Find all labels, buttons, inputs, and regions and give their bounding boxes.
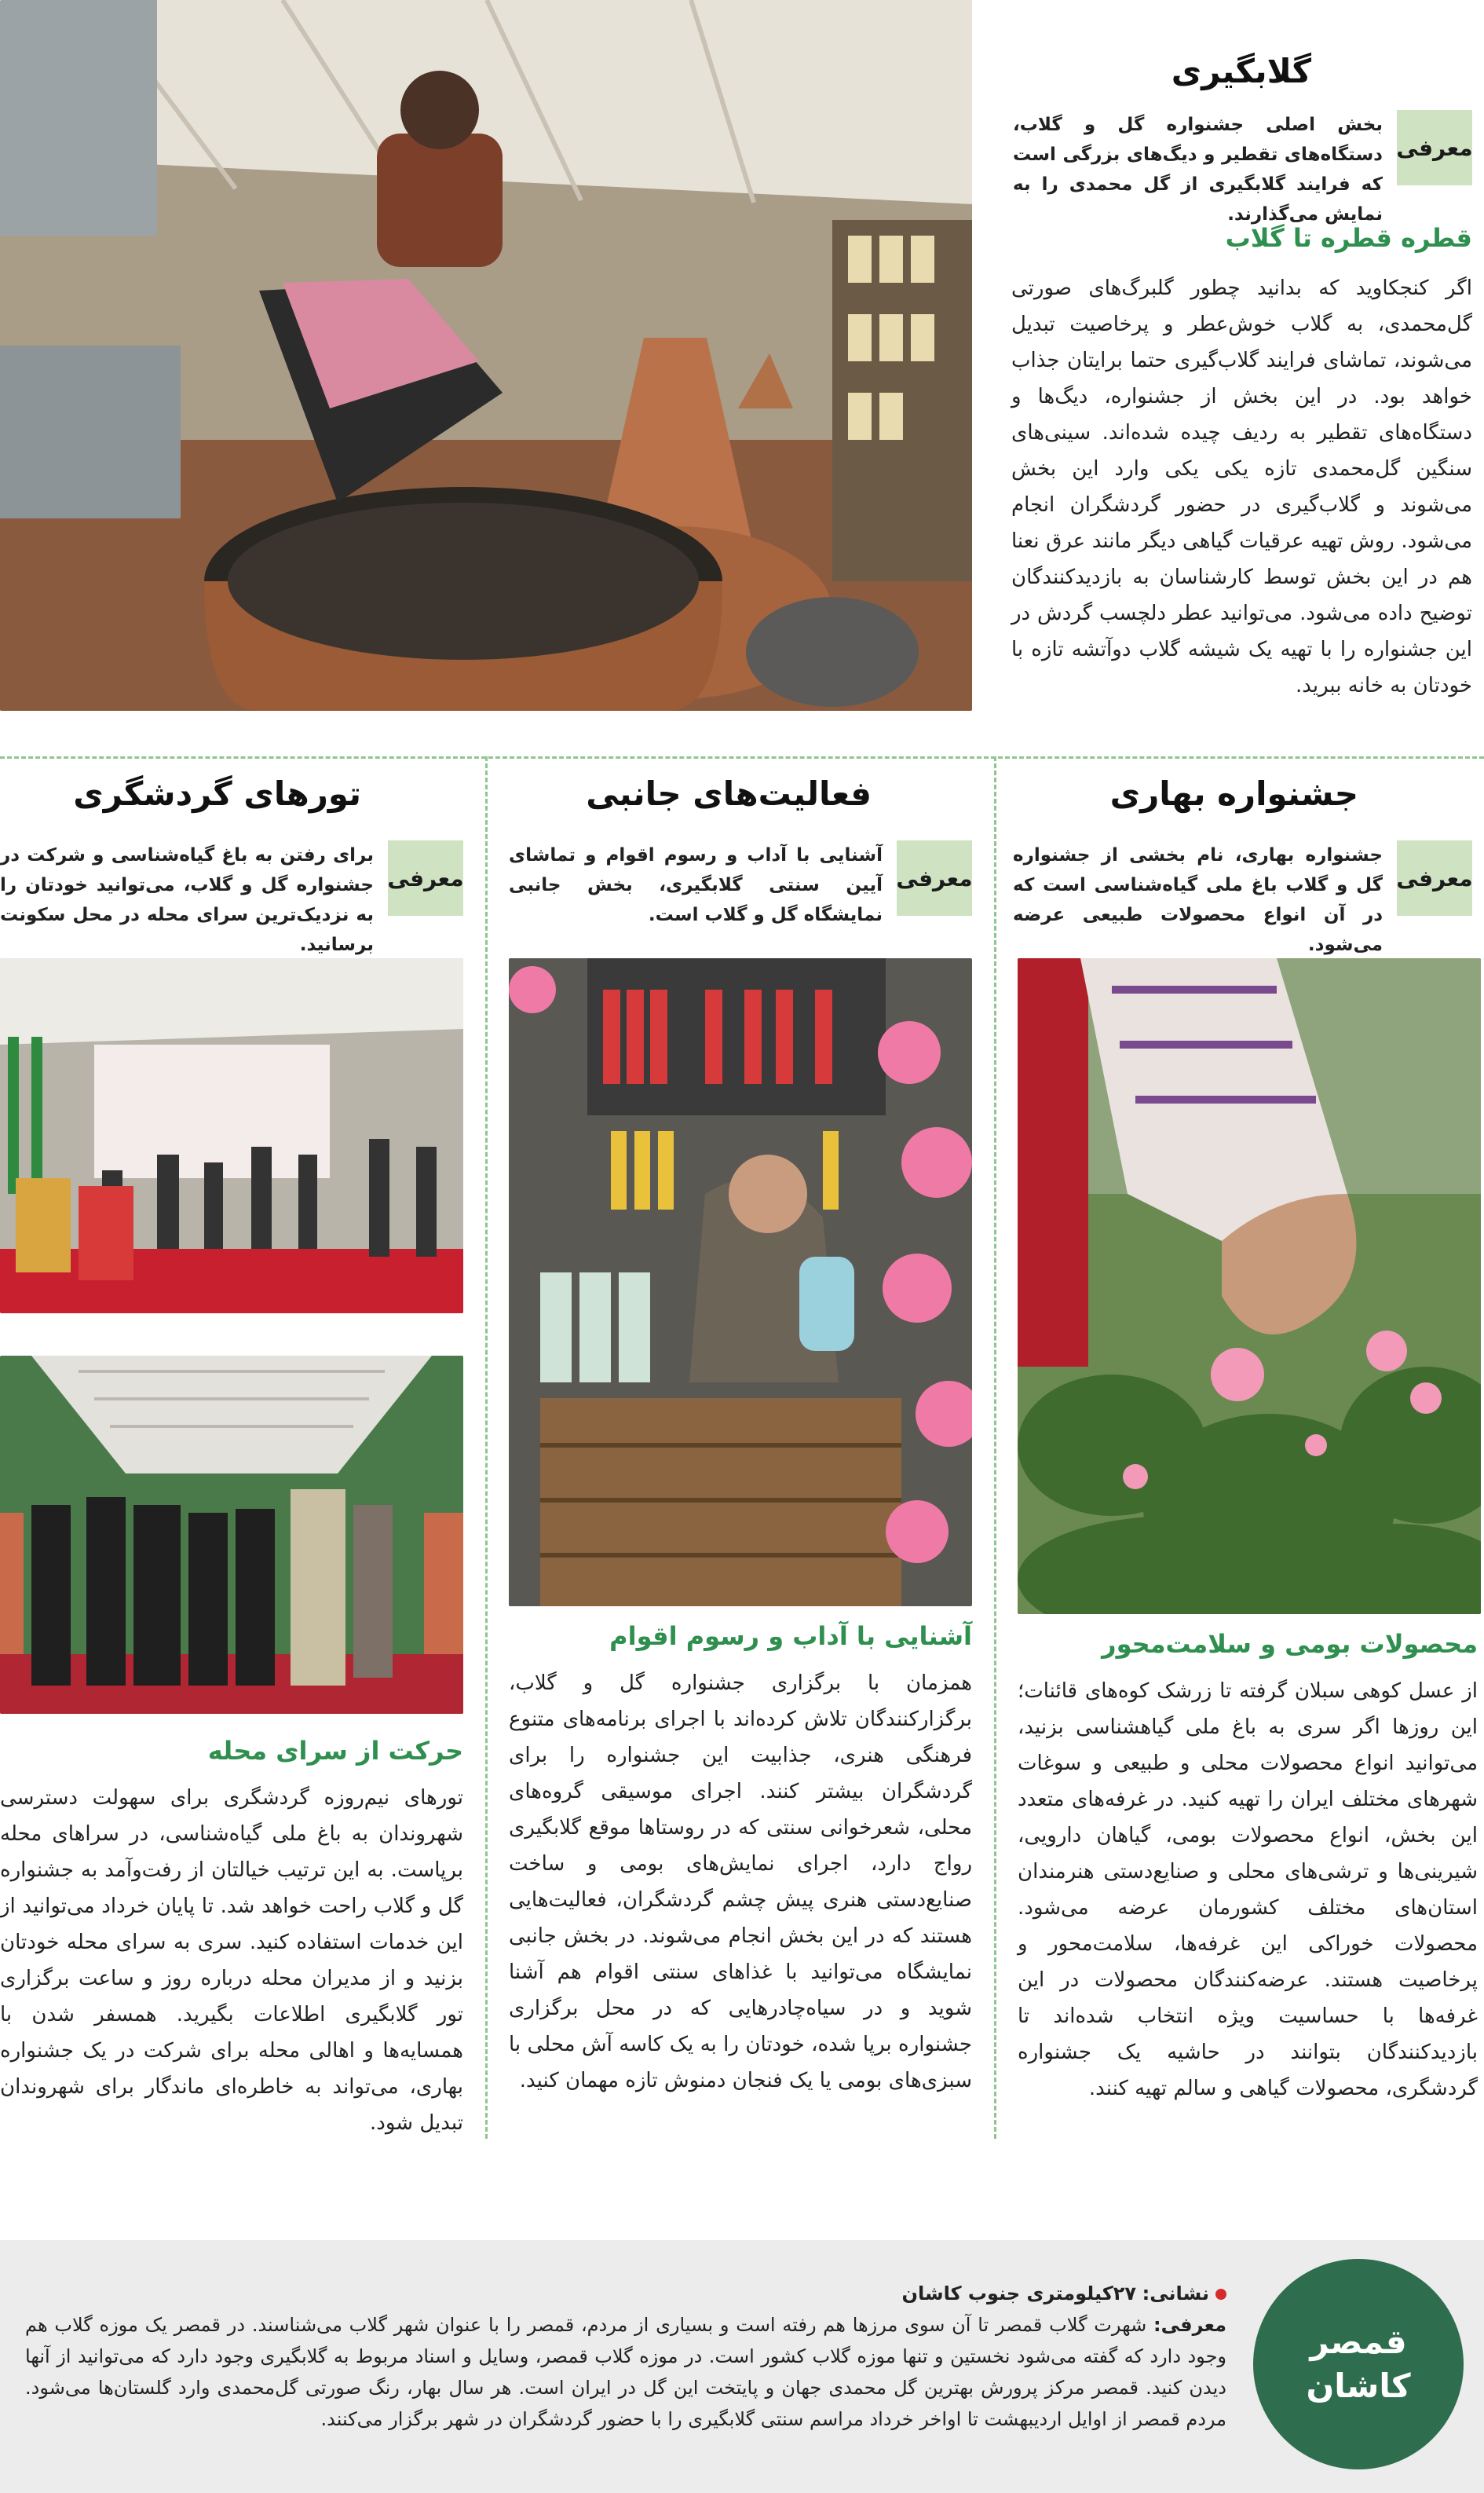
janebi-subhead: آشنایی با آداب و رسوم اقوام [609, 1621, 972, 1651]
bahari-subhead: محصولات بومی و سلامت‌محور [1102, 1629, 1478, 1659]
tours-title: تورهای گردشگری [73, 774, 361, 813]
tours-intro-text: برای رفتن به باغ گیاه‌شناسی و شرکت در جشنواره گل و گلاب، می‌توانید خودتان را به نزدیک‌ترین سرای محله در محل سکونت برسانید. [0, 845, 374, 955]
section-separator [0, 756, 1484, 759]
market-alley-photo [0, 1356, 463, 1714]
tours-subhead: حرکت از سرای محله [207, 1736, 463, 1766]
vendor-booth-photo [509, 958, 972, 1606]
badge-line-1: قمصر [1310, 2323, 1407, 2361]
golabgiri-body: اگر کنجکاوید که بدانید چطور گلبرگ‌های صورتی گل‌محمدی، به گلاب خوش‌عطر و پرخاصیت تبدیل می‌شوند، تماشای فرایند گلاب‌گیری حتما برایتان جذاب خواهد بود. در این بخش از جشنواره، دیگ‌ها و دستگاه‌های تقطیر به ردیف چیده شده‌اند. سینی‌های سنگین گل‌محمدی تازه یکی یکی وارد این بخش می‌شوند و گلاب‌گیری در حضور گردشگران انجام می‌شود. روش تهیه عرقیات گیاهی دیگر مانند عرق نعنا هم در این بخش توسط کارشناسان به بازدیدکنندگان توضیح داده می‌شود. می‌توانید عطر دلچسب گردش در این جشنواره را با تهیه یک شیشه گلاب دوآتشه تازه با خودتان به خانه ببرید. [1011, 276, 1472, 697]
distillation-photo [0, 0, 972, 711]
column-divider-right [994, 756, 996, 2139]
golabgiri-intro-text: بخش اصلی جشنواره گل و گلاب، دستگاه‌های تقطیر و دیگ‌های بزرگی است که فرایند گلابگیری از گل محمدی را به نمایش می‌گذارند. [1013, 115, 1383, 225]
janebi-intro-text: آشنایی با آداب و رسوم اقوام و تماشای آیین سنتی گلابگیری، بخش جانبی نمایشگاه گل و گلاب است. [509, 845, 883, 925]
janebi-intro-tag: معرفی [897, 840, 972, 916]
janebi-intro-block [509, 840, 972, 930]
column-divider-left [485, 756, 488, 2139]
bahari-title: جشنواره بهاری [1109, 774, 1358, 813]
festival-stage-photo [0, 958, 463, 1313]
tours-body: تورهای نیم‌روزه گردشگری برای سهولت دسترسی شهروندان به باغ ملی گیاه‌شناسی، در سراهای محله برپاست. به این ترتیب خیالتان از رفت‌وآمد به جشنواره گل و گلاب راحت خواهد شد. تا پایان خرداد می‌توانید از این خدمات استفاده کنید. سری به سرای محله خودتان بزنید و از مدیران محله درباره روز و ساعت برگزاری تور گلابگیری اطلاعات بگیرید. همسفر شدن با همسایه‌ها و اهالی محله برای شرکت در یک جشنواره بهاری، می‌تواند به خاطره‌ای ماندگار برای شهروندان تبدیل شود. [0, 1786, 463, 2135]
bullet-icon [1215, 2289, 1226, 2300]
rose-picking-photo [1018, 958, 1481, 1614]
golabgiri-subhead: قطره قطره تا گلاب [1225, 223, 1472, 253]
address-line [25, 2278, 1226, 2309]
golabgiri-title: گلابگیری [1171, 52, 1311, 90]
golabgiri-intro-block [1013, 110, 1472, 229]
janebi-title: فعالیت‌های جانبی [586, 774, 872, 813]
qamsar-badge [1253, 2259, 1464, 2469]
janebi-body: همزمان با برگزاری جشنواره گل و گلاب، برگزارکنندگان تلاش کرده‌اند با اجرای برنامه‌های متنوع فرهنگی هنری، جذابیت این جشنواره را برای گردشگران بیشتر کنند. اجرای موسیقی گروه‌های محلی، شعرخوانی سنتی که در روستاها موقع گلابگیری رواج دارد، اجرای نمایش‌های بومی و ساخت صنایع‌دستی هنری پیش چشم گردشگران، فعالیت‌هایی هستند که در این بخش انجام می‌شوند. در بخش جانبی نمایشگاه می‌توانید با غذاهای سنتی اقوام هم آشنا شوید و در سیاه‌چادرهایی که در محل برگزاری جشنواره برپا شده، خودتان را به یک کاسه آش محلی با سبزی‌های بومی یا یک فنجان دمنوش تازه مهمان کنید. [509, 1671, 972, 2092]
address-label: نشانی: [1142, 2283, 1209, 2304]
footer-text [25, 2278, 1226, 2435]
bahari-intro-text: جشنواره بهاری، نام بخشی از جشنواره گل و گلاب باغ ملی گیاه‌شناسی است که در آن انواع محصولات طبیعی عرضه می‌شود. [1013, 845, 1383, 955]
badge-line-2: کاشان [1306, 2367, 1411, 2405]
tours-intro-tag: معرفی [388, 840, 463, 916]
tours-intro-block [0, 840, 463, 960]
address-value: ۲۷کیلومتری جنوب کاشان [901, 2283, 1137, 2304]
intro-value: شهرت گلاب قمصر تا آن سوی مرزها هم رفته است و بسیاری از مردم، قمصر را با عنوان شهر گلاب می‌شناسند. در قمصر یک موزه گلاب هم وجود دارد که گفته می‌شود نخستین و تنها موزه گلاب کشور است. در موزه گلاب قمصر، وسایل و اسناد مربوط به گلابگیری وجود دارد که می‌توانید از آنها دیدن کنید. قمصر مرکز پرورش بهترین گل محمدی جهان و پایتخت این گل در ایران است. هر سال بهار، رنگ صورتی گل‌محمدی وارد گلستان‌ها می‌شود. مردم قمصر از اوایل اردیبهشت تا اواخر خرداد مراسم سنتی گلابگیری را با حضور گردشگران در شهر برگزار می‌کنند. [25, 2314, 1226, 2430]
bahari-body: از عسل کوهی سبلان گرفته تا زرشک کوه‌های قائنات؛ این روزها اگر سری به باغ ملی گیاهشناسی بزنید، می‌توانید انواع محصولات محلی و طبیعی و سوغات شهرهای مختلف ایران را تهیه کنید. در غرفه‌های متعدد این بخش، انواع محصولات بومی، گیاهان دارویی، شیرینی‌ها و ترشی‌های محلی و صنایع‌دستی هنرمندان استان‌های مختلف کشورمان عرضه می‌شود. محصولات خوراکی این غرفه‌ها، سلامت‌محور و پرخاصیت هستند. عرضه‌کنندگان محصولات در این غرفه‌ها با حساسیت ویژه انتخاب شده‌اند تا بازدیدکنندگان بتوانند در حاشیه یک جشنواره گردشگری، محصولات گیاهی و سالم تهیه کنند. [1018, 1679, 1478, 2100]
intro-paragraph [25, 2309, 1226, 2435]
bahari-intro-block [1013, 840, 1472, 960]
intro-label: معرفی: [1153, 2314, 1226, 2336]
golabgiri-intro-tag: معرفی [1397, 110, 1472, 185]
bahari-intro-tag: معرفی [1397, 840, 1472, 916]
